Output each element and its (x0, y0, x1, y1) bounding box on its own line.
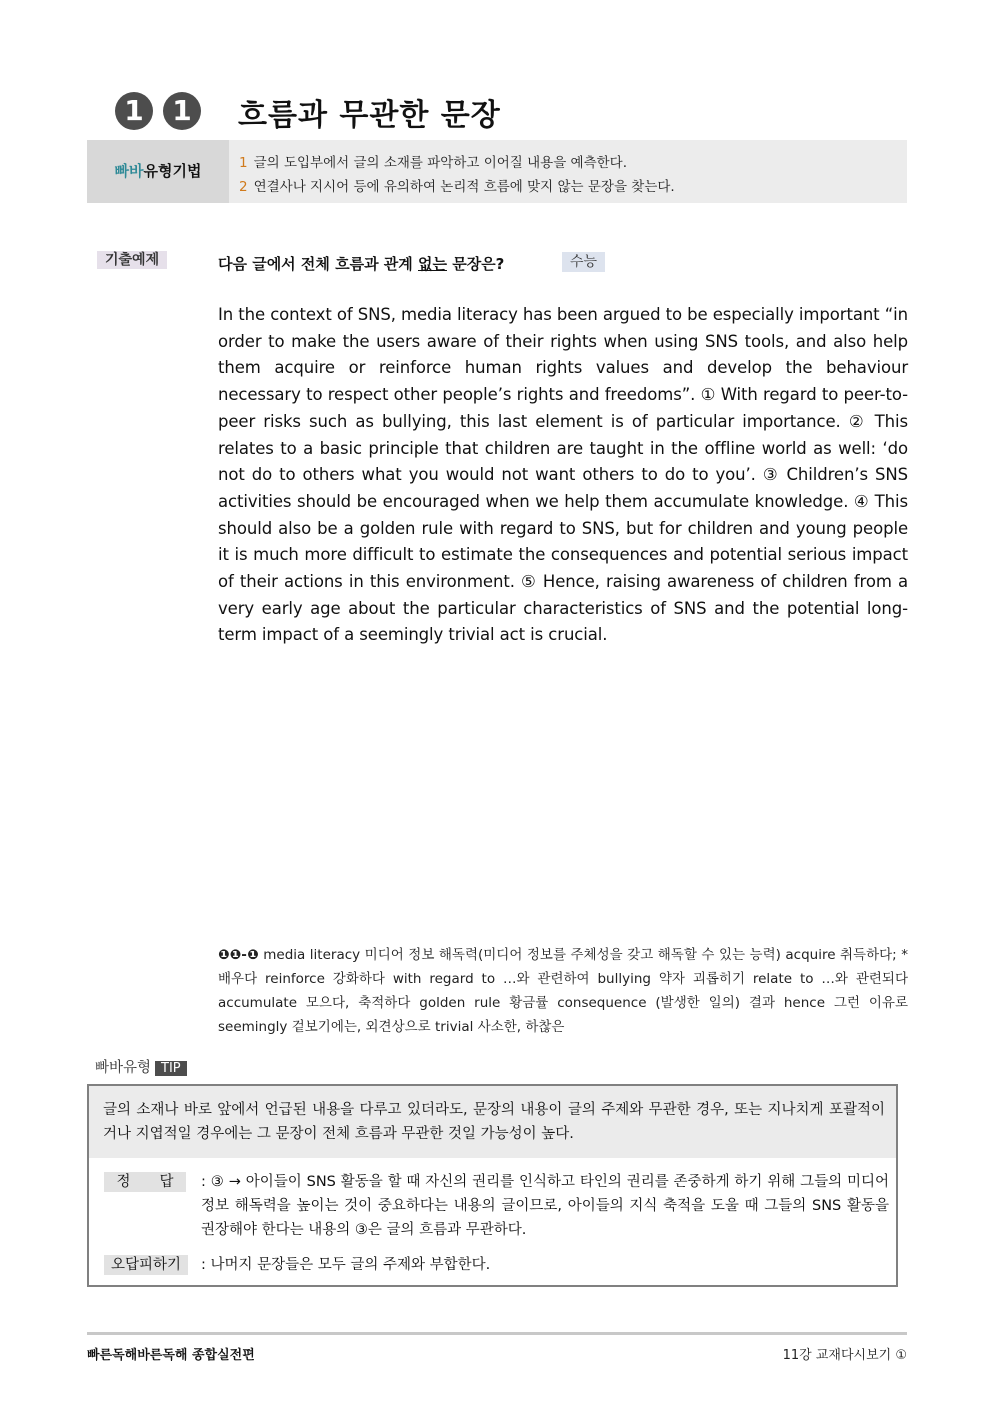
method-item-1 (239, 151, 627, 171)
vocab-mark: ❶❶-❶ (218, 947, 259, 963)
method-item-2-text: 연결사나 지시어 등에 유의하여 논리적 흐름에 맞지 않는 문장을 찾는다. (253, 179, 675, 195)
method-label-rest: 유형기법 (143, 162, 202, 180)
page-title: 흐름과 무관한 문장 (238, 98, 501, 133)
question-pre: 다음 글에서 전체 흐름과 관계 (218, 255, 418, 273)
wrong-answer-label: 오답피하기 (104, 1255, 188, 1275)
footer-page-info: 11강 교재다시보기 ① (782, 1348, 907, 1363)
lesson-number-digit-2: 1 (163, 92, 201, 130)
method-item-2 (239, 175, 675, 195)
tip-text: 글의 소재나 바로 앞에서 언급된 내용을 다루고 있더라도, 문장의 내용이 글의 주제와 무관한 경우, 또는 지나치게 포괄적이거나 지엽적일 경우에는 그 문장이 전체 흐름과 무관한 것일 가능성이 높다. (103, 1102, 885, 1142)
wrong-answer-text: : 나머지 문장들은 모두 글의 주제와 부합한다. (201, 1257, 491, 1273)
question-post: 문장은? (446, 255, 505, 273)
method-label-brand: 빠바 (114, 162, 144, 180)
example-tag: 기출예제 (97, 251, 167, 269)
vocab-text: media literacy 미디어 정보 해독력(미디어 정보를 주체성을 갖고 해독할 수 있는 능력) acquire 취득하다; *배우다 reinforce 강화하다 with regard to …와 관련하여 bullying 약자 괴롭히기 relate to …와 관련되다 accumulate 모으다, 축적하다 golden rule 황금률 consequence (발생한 일의) 결과 hence 그런 이유로 seemingly 겉보기에는, 외견상으로 trivial 사소한, 하찮은 (218, 947, 908, 1035)
tip-summary-area (89, 1086, 896, 1158)
footer-divider (87, 1332, 907, 1335)
source-badge: 수능 (562, 252, 605, 272)
question-underlined: 없는 (418, 255, 447, 273)
tip-box (87, 1084, 898, 1287)
lesson-number-digit-1: 1 (115, 92, 153, 130)
tip-head-box: TIP (155, 1061, 187, 1076)
question (218, 253, 504, 274)
tip-heading (95, 1056, 187, 1077)
method-item-1-text: 글의 도입부에서 글의 소재를 파악하고 이어질 내용을 예측한다. (253, 155, 627, 171)
footer-book-title: 빠른독해바른독해 종합실전편 (87, 1348, 255, 1363)
tip-head-label: 빠바유형 (95, 1060, 152, 1076)
answer-label: 정 답 (104, 1172, 186, 1192)
vocabulary-notes (218, 943, 908, 1039)
answer-text: : ③ → 아이들이 SNS 활동을 할 때 자신의 권리를 인식하고 타인의 권리를 존중하게 하기 위해 그들의 미디어 정보 해독력을 높이는 것이 중요하다는 내용의 글이므로, 아이들의 지식 축적을 도울 때 그들의 SNS 활동을 권장해야 한다는 내용의 ③은 글의 흐름과 무관하다. (201, 1174, 889, 1238)
method-box (87, 140, 907, 203)
method-item-1-num: 1 (239, 155, 248, 171)
method-item-2-num: 2 (239, 179, 248, 195)
passage: In the context of SNS, media literacy has been argued to be especially important “in order to make the users aware of their rights when using SNS tools, and also help them acquire or reinforce human rights values and develop the behaviour necessary to respect other people’s rights and freedoms”. ① With regard to peer-to-peer risks such as bullying, this last element is of particular importance. ② This relates to a basic principle that children are taught in the offline world as well: ‘do not do to others what you would not want others to do to you’. ③ Children’s SNS activities should be encouraged when we help them accumulate knowledge. ④ This should also be a golden rule with regard to SNS, but for children and young people it is much more difficult to estimate the consequences and potential serious impact of their actions in this environment. ⑤ Hence, raising awareness of children from a very early age about the particular characteristics of SNS and the potential long-term impact of a seemingly trivial act is crucial. (218, 305, 908, 645)
method-label (87, 140, 229, 203)
